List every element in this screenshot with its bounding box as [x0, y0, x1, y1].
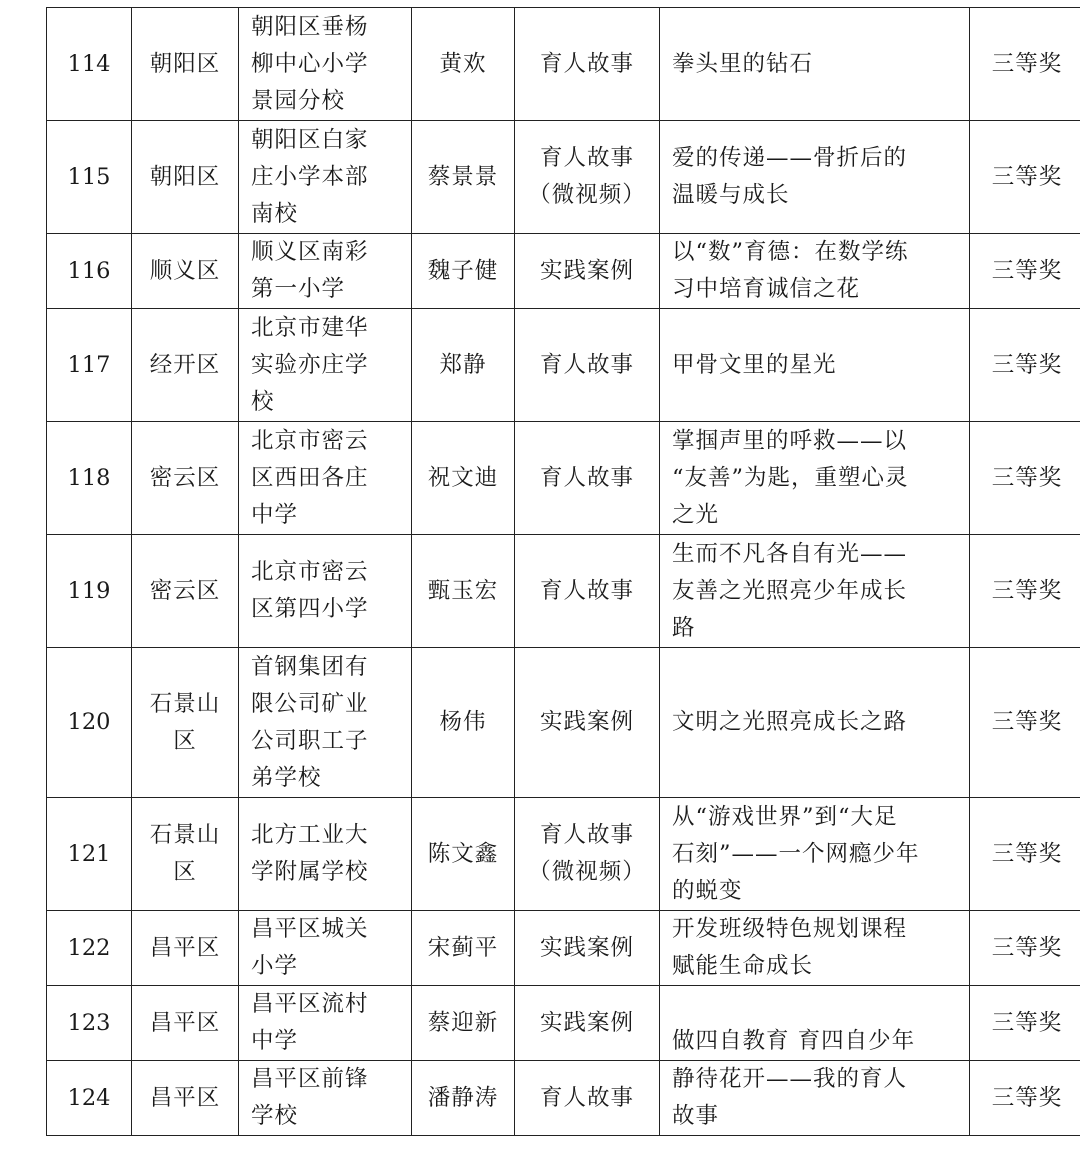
cell-number: 115	[47, 121, 132, 234]
title-text: 静待花开——我的育人 故事	[672, 1066, 908, 1129]
district-text: 昌平区	[149, 1084, 221, 1111]
cell-title	[660, 911, 970, 986]
cell-title	[660, 234, 970, 309]
cell-name: 郑静	[412, 309, 515, 422]
title-text: 开发班级特色规划课程 赋能生命成长	[672, 916, 908, 979]
cell-title	[660, 121, 970, 234]
cell-number: 117	[47, 309, 132, 422]
cell-type	[515, 648, 660, 798]
cell-district	[132, 1061, 239, 1136]
cell-title	[660, 309, 970, 422]
cell-number: 116	[47, 234, 132, 309]
table-row	[47, 422, 1080, 535]
table-row	[47, 798, 1080, 911]
cell-district	[132, 234, 239, 309]
cell-award: 三等奖	[970, 648, 1080, 798]
school-text: 朝阳区垂杨 柳中心小学 景园分校	[251, 13, 369, 114]
cell-school	[239, 1061, 412, 1136]
cell-number: 122	[47, 911, 132, 986]
cell-school	[239, 648, 412, 798]
cell-award: 三等奖	[970, 1061, 1080, 1136]
district-text: 朝阳区	[149, 50, 221, 77]
cell-name: 宋蓟平	[412, 911, 515, 986]
cell-district	[132, 986, 239, 1061]
cell-district	[132, 121, 239, 234]
title-text: 甲骨文里的星光	[672, 351, 837, 378]
cell-name: 蔡迎新	[412, 986, 515, 1061]
cell-name: 黄欢	[412, 8, 515, 121]
title-text: 生而不凡各自有光—— 友善之光照亮少年成长 路	[672, 540, 908, 641]
award-table-body	[47, 8, 1080, 1136]
district-text: 经开区	[149, 351, 221, 378]
cell-type	[515, 535, 660, 648]
cell-number: 123	[47, 986, 132, 1061]
cell-school	[239, 121, 412, 234]
cell-name: 杨伟	[412, 648, 515, 798]
cell-school	[239, 911, 412, 986]
type-text: 实践案例	[539, 1009, 634, 1036]
cell-type	[515, 309, 660, 422]
cell-award: 三等奖	[970, 798, 1080, 911]
cell-school	[239, 8, 412, 121]
school-text: 北京市密云 区西田各庄 中学	[251, 427, 369, 528]
cell-district	[132, 422, 239, 535]
cell-type	[515, 422, 660, 535]
school-text: 昌平区城关 小学	[251, 916, 369, 979]
school-text: 北京市密云 区第四小学	[251, 559, 369, 622]
district-text: 密云区	[149, 577, 221, 604]
district-text: 石景山 区	[149, 822, 221, 885]
cell-school	[239, 309, 412, 422]
school-text: 昌平区流村 中学	[251, 991, 369, 1054]
cell-award: 三等奖	[970, 911, 1080, 986]
cell-title	[660, 1061, 970, 1136]
table-row	[47, 535, 1080, 648]
cell-school	[239, 535, 412, 648]
district-text: 石景山 区	[149, 690, 221, 754]
cell-award: 三等奖	[970, 309, 1080, 422]
cell-number: 114	[47, 8, 132, 121]
table-row	[47, 986, 1080, 1061]
cell-award: 三等奖	[970, 121, 1080, 234]
cell-number: 119	[47, 535, 132, 648]
table-row	[47, 911, 1080, 986]
cell-name: 陈文鑫	[412, 798, 515, 911]
cell-school	[239, 234, 412, 309]
type-text: 育人故事 （微视频）	[528, 822, 646, 885]
title-text: 做四自教育 育四自少年	[672, 1028, 916, 1054]
cell-type	[515, 1061, 660, 1136]
school-text: 北方工业大 学附属学校	[251, 822, 369, 885]
cell-type	[515, 911, 660, 986]
cell-number: 120	[47, 648, 132, 798]
table-row	[47, 8, 1080, 121]
table-row	[47, 648, 1080, 798]
cell-award: 三等奖	[970, 986, 1080, 1061]
cell-district	[132, 309, 239, 422]
cell-name: 潘静涛	[412, 1061, 515, 1136]
title-text: 爱的传递——骨折后的 温暖与成长	[672, 145, 908, 208]
cell-title	[660, 422, 970, 535]
title-text: 文明之光照亮成长之路	[672, 709, 908, 735]
title-text: 以“数”育德：在数学练 习中培育诚信之花	[672, 239, 909, 302]
cell-award: 三等奖	[970, 535, 1080, 648]
school-text: 朝阳区白家 庄小学本部 南校	[251, 126, 369, 227]
cell-school	[239, 798, 412, 911]
cell-number: 118	[47, 422, 132, 535]
award-table	[46, 7, 1080, 1136]
type-text: 实践案例	[539, 934, 634, 961]
title-text: 从“游戏世界”到“大足 石刻”——一个网瘾少年 的蜕变	[672, 803, 920, 904]
table-row	[47, 309, 1080, 422]
type-text: 育人故事 （微视频）	[528, 145, 646, 208]
cell-type	[515, 798, 660, 911]
cell-type	[515, 986, 660, 1061]
cell-title	[660, 986, 970, 1061]
cell-number: 121	[47, 798, 132, 911]
table-row	[47, 1061, 1080, 1136]
cell-district	[132, 798, 239, 911]
school-text: 首钢集团有 限公司矿业 公司职工子 弟学校	[251, 653, 369, 791]
cell-district	[132, 8, 239, 121]
district-text: 昌平区	[149, 934, 221, 961]
cell-district	[132, 648, 239, 798]
cell-title	[660, 648, 970, 798]
cell-award: 三等奖	[970, 234, 1080, 309]
cell-title	[660, 798, 970, 911]
type-text: 育人故事	[539, 464, 634, 491]
cell-award: 三等奖	[970, 422, 1080, 535]
type-text: 育人故事	[539, 351, 634, 378]
district-text: 昌平区	[149, 1009, 221, 1036]
type-text: 实践案例	[539, 709, 634, 735]
cell-type	[515, 234, 660, 309]
cell-number: 124	[47, 1061, 132, 1136]
district-text: 朝阳区	[149, 163, 221, 190]
cell-district	[132, 911, 239, 986]
cell-type	[515, 8, 660, 121]
table-row	[47, 234, 1080, 309]
cell-district	[132, 535, 239, 648]
cell-school	[239, 986, 412, 1061]
cell-title	[660, 8, 970, 121]
cell-name: 魏子健	[412, 234, 515, 309]
cell-name: 祝文迪	[412, 422, 515, 535]
table-row	[47, 121, 1080, 234]
type-text: 实践案例	[539, 257, 634, 284]
type-text: 育人故事	[539, 1084, 634, 1111]
cell-type	[515, 121, 660, 234]
cell-title	[660, 535, 970, 648]
title-text: 掌掴声里的呼救——以 “友善”为匙，重塑心灵 之光	[672, 427, 909, 528]
school-text: 北京市建华 实验亦庄学 校	[251, 314, 369, 415]
title-text: 拳头里的钻石	[672, 50, 814, 77]
cell-name: 蔡景景	[412, 121, 515, 234]
district-text: 密云区	[149, 464, 221, 491]
cell-name: 甄玉宏	[412, 535, 515, 648]
school-text: 顺义区南彩 第一小学	[251, 239, 369, 302]
district-text: 顺义区	[149, 257, 221, 284]
cell-school	[239, 422, 412, 535]
school-text: 昌平区前锋 学校	[251, 1066, 369, 1129]
type-text: 育人故事	[539, 577, 634, 604]
cell-award: 三等奖	[970, 8, 1080, 121]
type-text: 育人故事	[539, 50, 634, 77]
